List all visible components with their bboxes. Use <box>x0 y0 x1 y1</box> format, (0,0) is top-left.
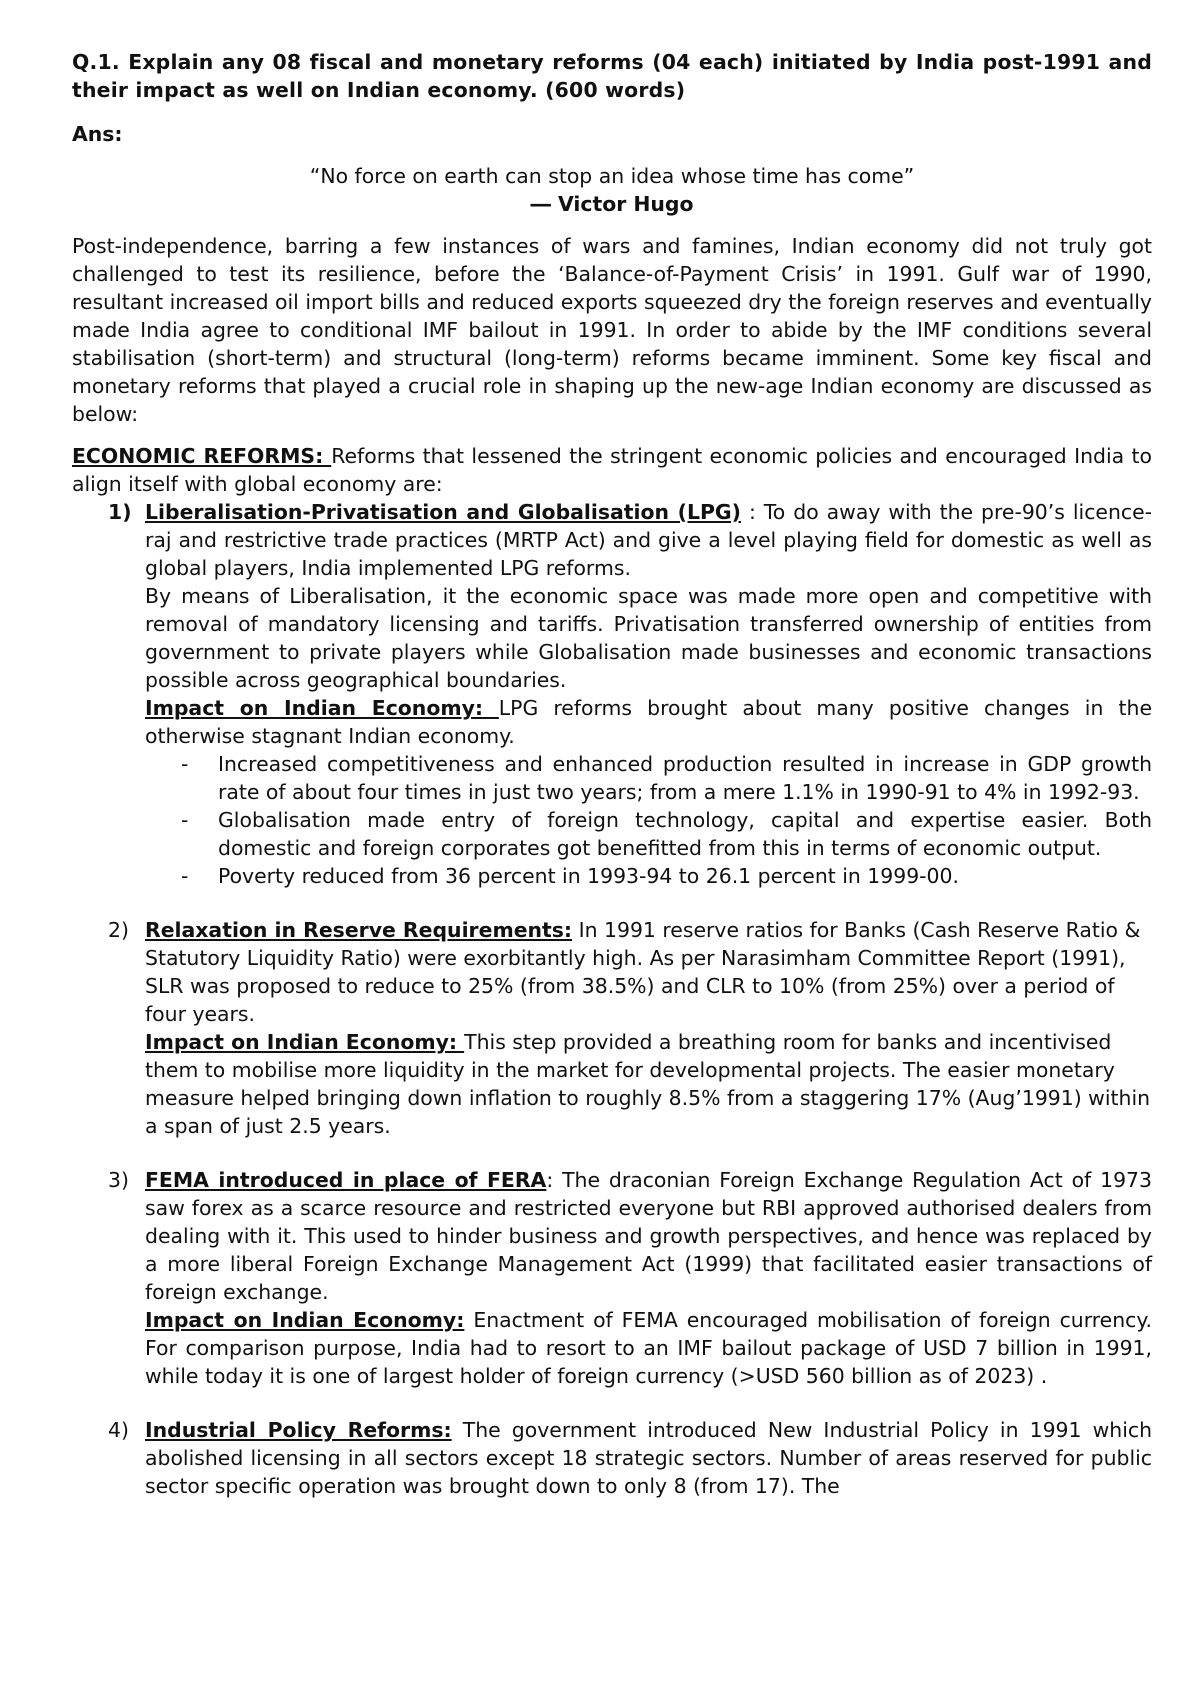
bullet-item <box>145 862 1152 890</box>
reform-2-text: In 1991 reserve ratios for Banks (Cash Reserve Ratio & Statutory Liquidity Ratio) were exorbitantly high. As per Narasimham Committee Report (1991), SLR was proposed to reduce to 25% (from 38.5%) and CLR to 10% (from 25%) over a period of four years. <box>145 918 1141 1026</box>
impact-label: Impact on Indian Economy: <box>145 696 499 720</box>
intro-paragraph: Post-independence, barring a few instances of wars and famines, Indian economy did not truly got challenged to test its resilience, before the ‘Balance-of-Payment Crisis’ in 1991. Gulf war of 1990, resultant increased oil import bills and reduced exports squeezed dry the foreign reserves and eventually made India agree to conditional IMF bailout in 1991. In order to abide by the IMF conditions several stabilisation (short-term) and structural (long-term) reforms became imminent. Some key fiscal and monetary reforms that played a crucial role in shaping up the new-age Indian economy are discussed as below: <box>72 234 1152 426</box>
reform-number-3: 3) <box>108 1168 129 1192</box>
economic-reforms-paragraph <box>72 442 1152 498</box>
quote-author: ― Victor Hugo <box>530 192 694 216</box>
dash-marker: - <box>181 864 189 888</box>
bullet-text: Globalisation made entry of foreign technology, capital and expertise easier. Both domestic and foreign corporates got benefitted from this in terms of economic output. <box>218 808 1152 860</box>
reform-1-paragraph <box>145 498 1152 582</box>
impact-text: LPG reforms brought about many positive changes in the otherwise stagnant Indian economy. <box>145 696 1152 748</box>
bullet-text: Poverty reduced from 36 percent in 1993-94 to 26.1 percent in 1999-00. <box>218 864 959 888</box>
reform-1-impact <box>145 694 1152 750</box>
reform-2-heading: Relaxation in Reserve Requirements: <box>145 918 573 942</box>
reform-4-paragraph <box>145 1416 1152 1500</box>
reform-item-4 <box>72 1416 1152 1500</box>
impact-text: Enactment of FEMA encouraged mobilisation of foreign currency. For comparison purpose, India had to resort to an IMF bailout package of USD 7 billion in 1991, while today it is one of largest holder of foreign currency (>USD 560 billion as of 2023) . <box>145 1308 1152 1388</box>
question-title: Q.1. Explain any 08 fiscal and monetary reforms (04 each) initiated by India post-1991 and their impact as well on Indian economy. (600 words) <box>72 50 1152 102</box>
bullet-text: Increased competitiveness and enhanced production resulted in increase in GDP growth rate of about four times in just two years; from a mere 1.1% in 1990-91 to 4% in 1992-93. <box>218 752 1152 804</box>
reform-3-heading: FEMA introduced in place of FERA <box>145 1168 547 1192</box>
reform-3-text: : The draconian Foreign Exchange Regulation Act of 1973 saw forex as a scarce resource and restricted everyone but RBI approved authorised dealers from dealing with it. This used to hinder business and growth perspectives, and hence was replaced by a more liberal Foreign Exchange Management Act (1999) that facilitated easier transactions of foreign exchange. <box>145 1168 1152 1304</box>
reform-number-4: 4) <box>108 1418 129 1442</box>
reform-1-bullet-list <box>72 750 1152 890</box>
reform-4-heading: Industrial Policy Reforms: <box>145 1418 452 1442</box>
reform-1-text: : To do away with the pre-90’s licence-raj and restrictive trade practices (MRTP Act) and give a level playing field for domestic as well as global players, India implemented LPG reforms. <box>145 500 1152 580</box>
answer-label: Ans: <box>72 122 123 146</box>
bullet-item <box>145 806 1152 862</box>
bullet-item <box>145 750 1152 806</box>
reform-number-2: 2) <box>108 918 129 942</box>
reform-item-1 <box>72 498 1152 750</box>
reform-item-3 <box>72 1166 1152 1390</box>
reform-1-paragraph-2: By means of Liberalisation, it the economic space was made more open and competitive with removal of mandatory licensing and tariffs. Privatisation transferred ownership of entities from government to private players while Globalisation made businesses and economic transactions possible across geographical boundaries. <box>145 584 1152 692</box>
economic-reforms-text: Reforms that lessened the stringent economic policies and encouraged India to align itself with global economy are: <box>72 444 1152 496</box>
quote-text: “No force on earth can stop an idea whose time has come” <box>309 164 915 188</box>
reform-3-impact <box>145 1306 1152 1390</box>
reform-number-1: 1) <box>108 500 132 524</box>
economic-reforms-heading: ECONOMIC REFORMS: <box>72 444 332 468</box>
impact-label: Impact on Indian Economy: <box>145 1030 465 1054</box>
impact-text: This step provided a breathing room for banks and incentivised them to mobilise more liquidity in the market for developmental projects. The easier monetary measure helped bringing down inflation to roughly 8.5% from a staggering 17% (Aug’1991) within a span of just 2.5 years. <box>145 1030 1151 1138</box>
reform-3-paragraph <box>145 1166 1152 1306</box>
reform-4-text: The government introduced New Industrial Policy in 1991 which abolished licensing in all sectors except 18 strategic sectors. Number of areas reserved for public sector specific operation was brought down to only 8 (from 17). The <box>145 1418 1152 1498</box>
reform-2-impact <box>145 1028 1152 1140</box>
reform-1-heading: Liberalisation-Privatisation and Globalisation (LPG) <box>145 500 741 524</box>
reform-item-2 <box>72 916 1152 1140</box>
reform-2-paragraph <box>145 916 1152 1028</box>
impact-label: Impact on Indian Economy: <box>145 1308 465 1332</box>
document-page <box>72 48 1152 1500</box>
dash-marker: - <box>181 808 189 832</box>
dash-marker: - <box>181 752 189 776</box>
